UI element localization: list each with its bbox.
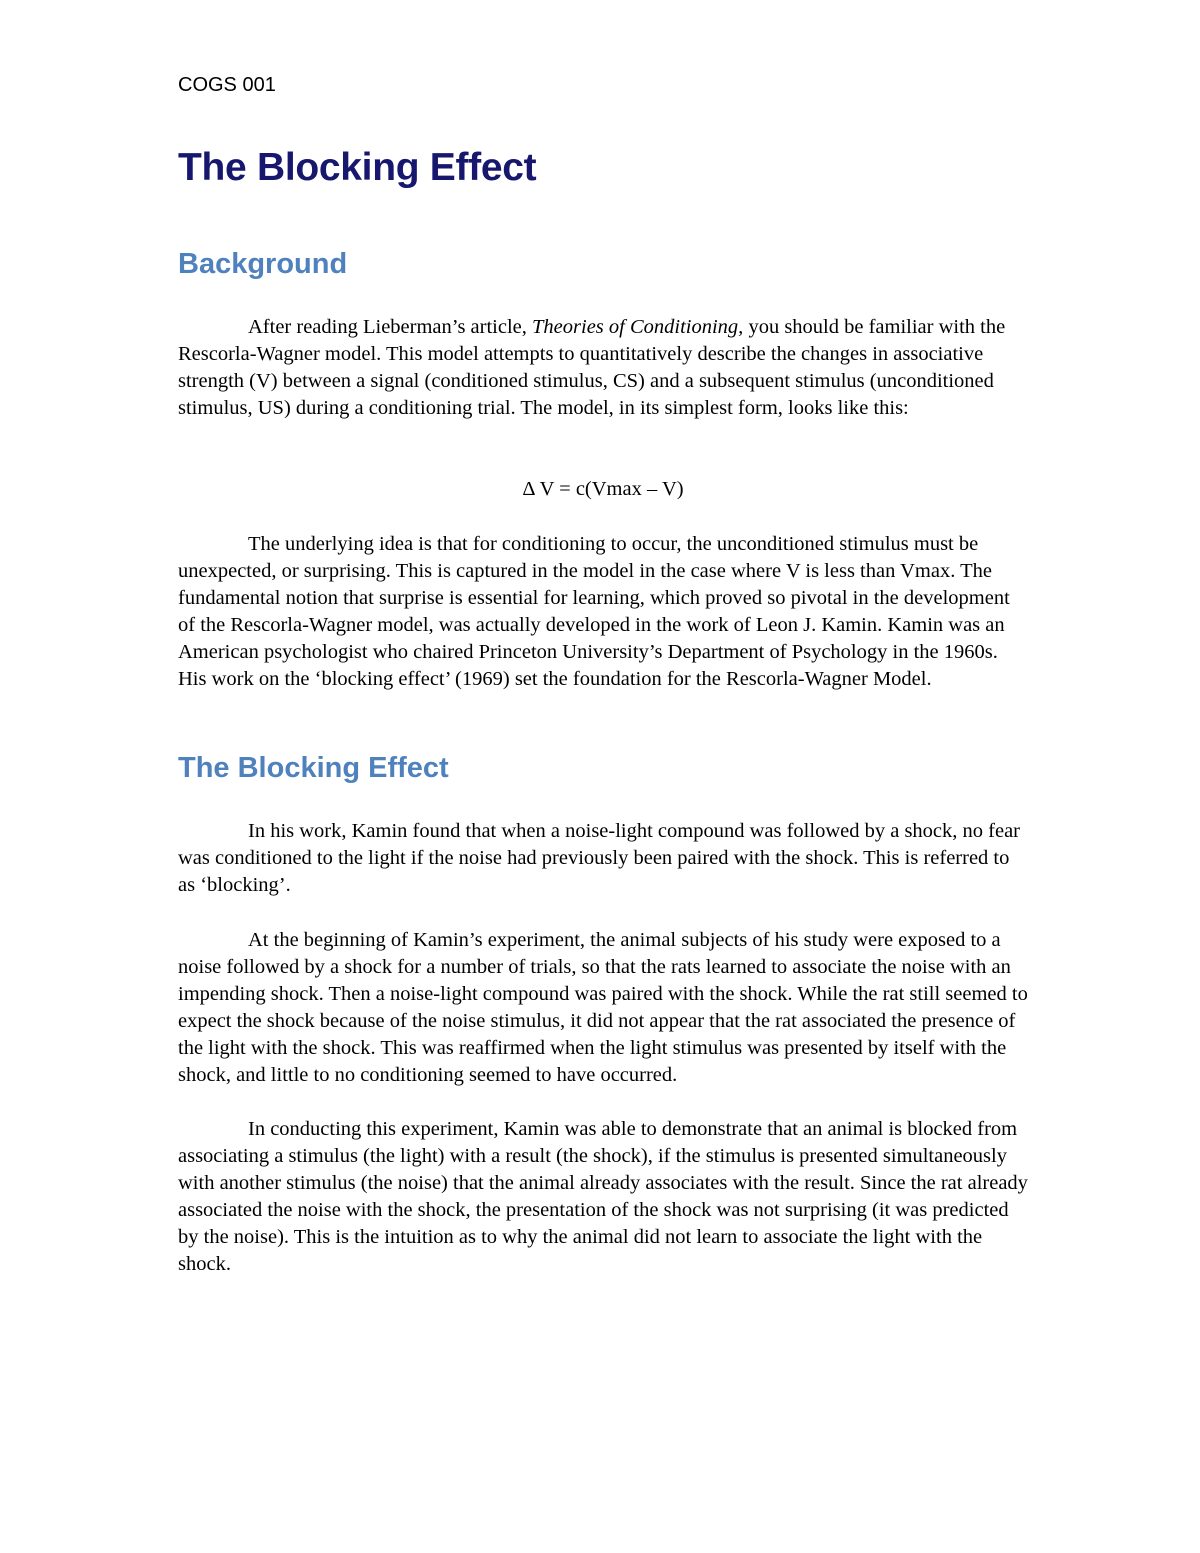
section-heading-background: Background: [178, 248, 348, 280]
blocking-paragraph-1: In his work, Kamin found that when a noise-light compound was followed by a shock, no fear was conditioned to the light if the noise had previously been paired with the shock. This is referred to as ‘blocking’.: [178, 820, 1021, 896]
blocking-paragraph-3: In conducting this experiment, Kamin was able to demonstrate that an animal is blocked from associating a stimulus (the light) with a result (the shock), if the stimulus is presented simultaneously with another stimulus (the noise) that the animal already associates with the result. Since the rat already associated the noise with the shock, the presentation of the shock was not surprising (it was predicted by the noise). This is the intuition as to why the animal did not learn to associate the light with the shock.: [178, 1118, 1028, 1275]
section-heading-blocking-effect: The Blocking Effect: [178, 752, 449, 784]
course-header: COGS 001: [178, 74, 276, 96]
background-paragraph-1: [178, 314, 1028, 422]
rescorla-wagner-equation: Δ V = c(Vmax – V): [522, 478, 684, 500]
blocking-paragraph-2: At the beginning of Kamin’s experiment, the animal subjects of his study were exposed to a noise followed by a shock for a number of trials, so that the rats learned to associate the noise with an impending shock. Then a noise-light compound was paired with the shock. While the rat still seemed to expect the shock because of the noise stimulus, it did not appear that the rat associated the presence of the light with the shock. This was reaffirmed when the light stimulus was presented by itself with the shock, and little to no conditioning seemed to have occurred.: [178, 929, 1028, 1086]
document-title: The Blocking Effect: [178, 146, 537, 189]
article-title-citation: Theories of Conditioning,: [532, 316, 744, 338]
background-paragraph-1-lead: After reading Lieberman’s article,: [248, 316, 533, 338]
background-paragraph-2: The underlying idea is that for conditioning to occur, the unconditioned stimulus must be unexpected, or surprising. This is captured in the model in the case where V is less than Vmax. The fundamental notion that surprise is essential for learning, which proved so pivotal in the development of the Rescorla-Wagner model, was actually developed in the work of Leon J. Kamin. Kamin was an American psychologist who chaired Princeton University’s Department of Psychology in the 1960s. His work on the ‘blocking effect’ (1969) set the foundation for the Rescorla-Wagner Model.: [178, 533, 1010, 690]
background-paragraph-1-rest: you should be familiar with the Rescorla-Wagner model. This model attempts to quantitatively describe the changes in associative strength (V) between a signal (conditioned stimulus, CS) and a subsequent stimulus (unconditioned stimulus, US) during a conditioning trial. The model, in its simplest form, looks like this:: [178, 316, 1006, 419]
